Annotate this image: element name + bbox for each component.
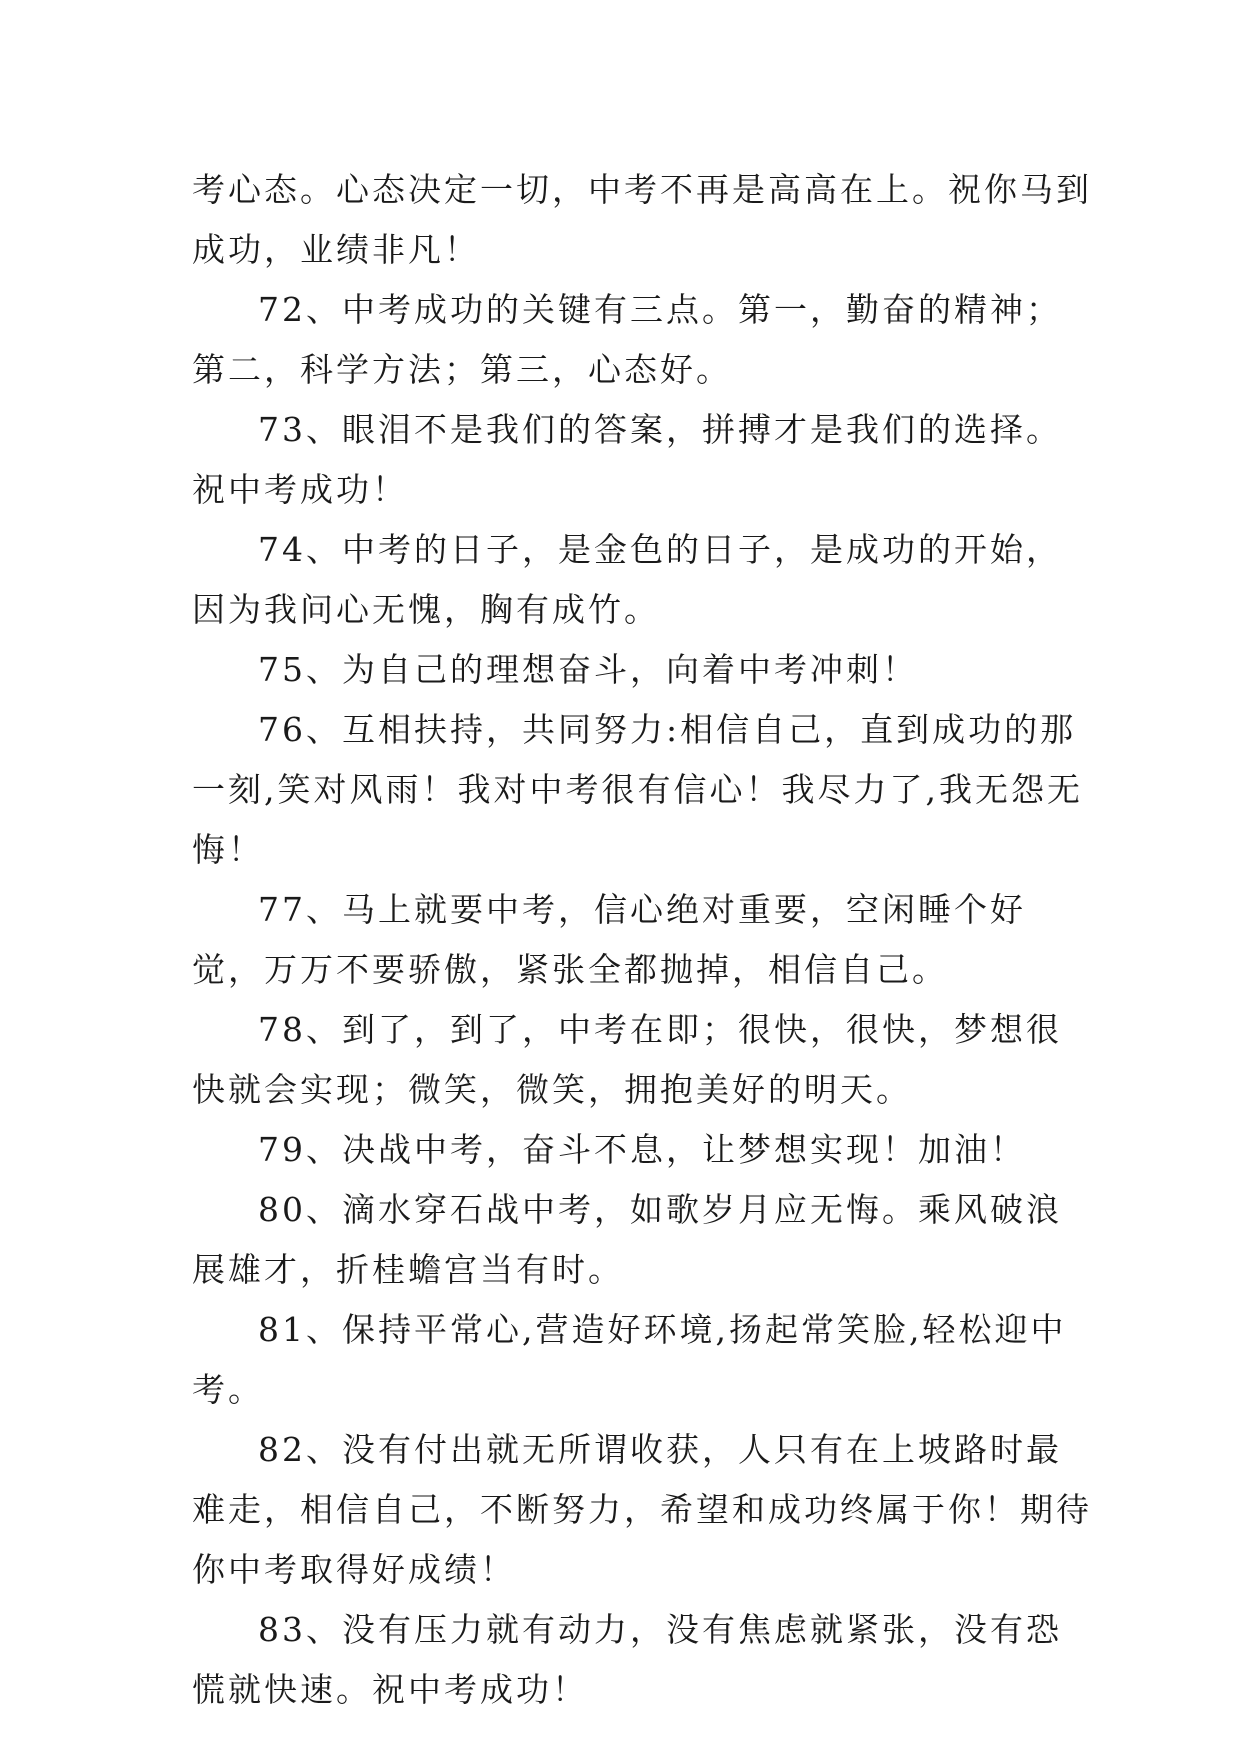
paragraph-77: 77、马上就要中考，信心绝对重要，空闲睡个好觉，万万不要骄傲，紧张全都抛掉，相信自己。 <box>192 890 1026 989</box>
paragraph-80: 80、滴水穿石战中考，如歌岁月应无悔。乘风破浪展雄才，折桂蟾宫当有时。 <box>192 1190 1062 1289</box>
paragraph-83: 83、没有压力就有动力，没有焦虑就紧张，没有恐慌就快速。祝中考成功！ <box>192 1610 1062 1709</box>
paragraph-81: 81、保持平常心,营造好环境,扬起常笑脸,轻松迎中考。 <box>192 1310 1067 1409</box>
paragraph-75: 75、为自己的理想奋斗，向着中考冲刺！ <box>258 650 918 689</box>
paragraph-78: 78、到了，到了，中考在即；很快，很快，梦想很快就会实现；微笑，微笑，拥抱美好的明天。 <box>192 1010 1062 1109</box>
paragraph-82: 82、没有付出就无所谓收获，人只有在上坡路时最难走，相信自己，不断努力，希望和成功终属于你！期待你中考取得好成绩！ <box>192 1430 1092 1589</box>
paragraph-74: 74、中考的日子，是金色的日子，是成功的开始，因为我问心无愧，胸有成竹。 <box>192 530 1062 629</box>
paragraph-79: 79、决战中考，奋斗不息，让梦想实现！加油！ <box>258 1130 1026 1169</box>
paragraph-continuation: 考心态。心态决定一切，中考不再是高高在上。祝你马到成功，业绩非凡！ <box>192 170 1092 269</box>
document-body <box>192 160 1092 1720</box>
paragraph-73: 73、眼泪不是我们的答案，拼搏才是我们的选择。祝中考成功！ <box>192 410 1062 509</box>
paragraph-72: 72、中考成功的关键有三点。第一，勤奋的精神；第二，科学方法；第三，心态好。 <box>192 290 1062 389</box>
paragraph-76: 76、互相扶持，共同努力:相信自己，直到成功的那一刻,笑对风雨！我对中考很有信心！我尽力了,我无怨无悔！ <box>192 710 1083 869</box>
